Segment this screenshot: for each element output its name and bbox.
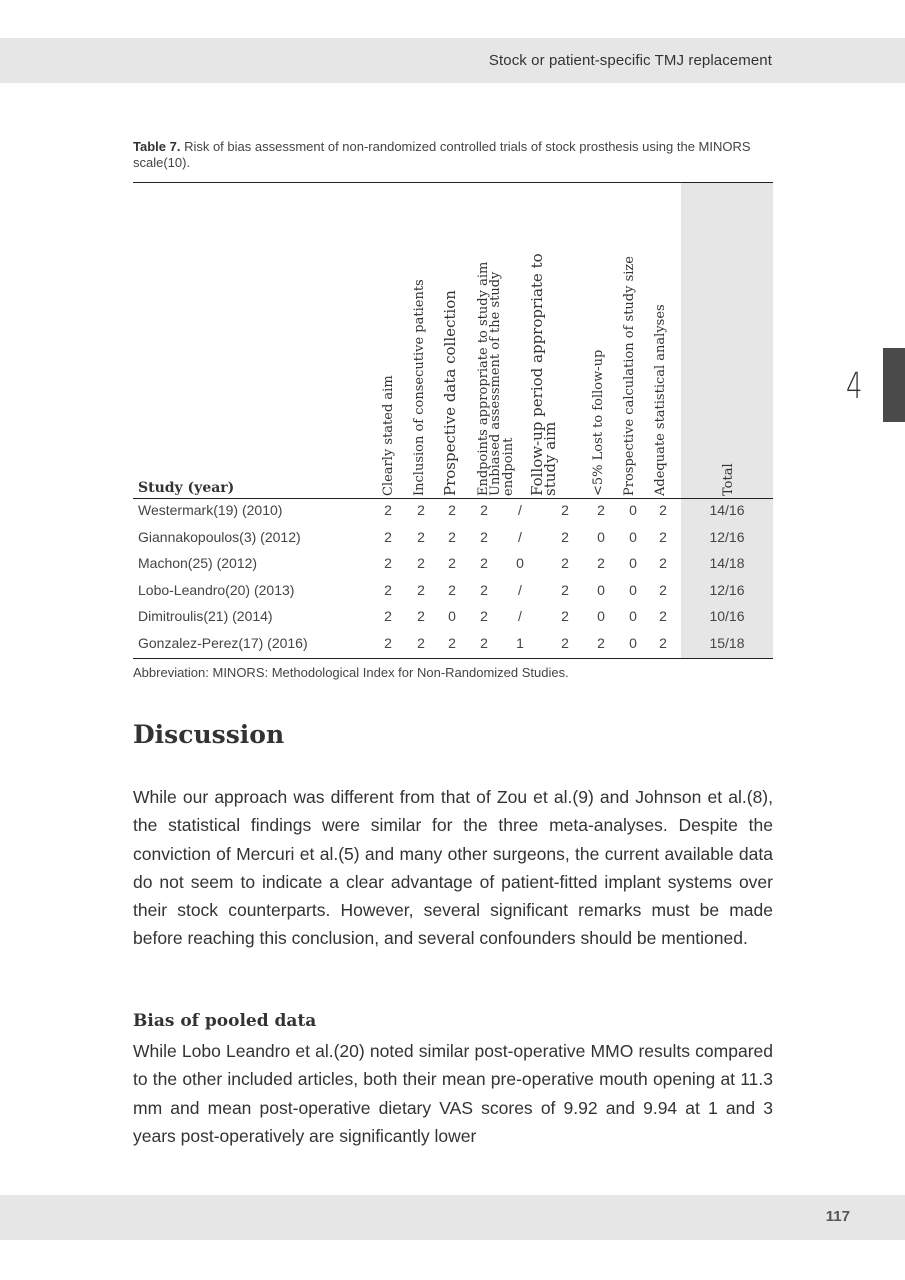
score-cell: 2 xyxy=(659,502,667,518)
score-cell: 2 xyxy=(597,502,605,518)
score-cell: 2 xyxy=(480,502,488,518)
score-cell: 1 xyxy=(516,635,524,651)
study-cell: Dimitroulis(21) (2014) xyxy=(138,608,273,624)
col-header-follow-up-period xyxy=(528,253,559,496)
column-header-label: Clearly stated aim xyxy=(381,375,396,496)
total-cell: 10/16 xyxy=(709,608,745,624)
chapter-number: 4 xyxy=(846,366,863,407)
score-cell: 2 xyxy=(597,555,605,571)
column-header-label: <5% Lost to follow-up xyxy=(591,349,606,496)
total-cell: 12/16 xyxy=(709,582,745,598)
study-year-header: Study (year) xyxy=(138,480,235,496)
column-header-label: Follow-up period appropriate to study aim xyxy=(528,253,559,496)
subsection-heading: Bias of pooled data xyxy=(133,1011,317,1031)
risk-of-bias-table xyxy=(133,182,773,659)
score-cell: / xyxy=(518,502,522,518)
score-cell: 2 xyxy=(384,582,392,598)
score-cell: 2 xyxy=(561,635,569,651)
score-cell: 2 xyxy=(480,608,488,624)
score-cell: / xyxy=(518,582,522,598)
score-cell: 2 xyxy=(561,529,569,545)
score-cell: 2 xyxy=(659,582,667,598)
col-header-adequate-statistics xyxy=(653,304,668,496)
col-header-total xyxy=(721,463,736,496)
score-cell: 2 xyxy=(448,555,456,571)
score-cell: 2 xyxy=(480,555,488,571)
score-cell: 2 xyxy=(448,529,456,545)
score-cell: 2 xyxy=(659,635,667,651)
score-cell: 2 xyxy=(659,555,667,571)
table-caption xyxy=(133,139,773,171)
table-abbreviation: Abbreviation: MINORS: Methodological Index for Non-Randomized Studies. xyxy=(133,665,569,680)
running-head: Stock or patient-specific TMJ replacement xyxy=(488,52,772,69)
section-heading: Discussion xyxy=(133,720,285,749)
column-header-label: Prospective data collection xyxy=(441,290,459,496)
score-cell: 2 xyxy=(597,635,605,651)
study-cell: Gonzalez-Perez(17) (2016) xyxy=(138,635,308,651)
score-cell: / xyxy=(518,529,522,545)
score-cell: 0 xyxy=(629,608,637,624)
score-cell: 2 xyxy=(659,608,667,624)
score-cell: 2 xyxy=(480,529,488,545)
table-top-rule xyxy=(133,182,773,183)
col-header-unbiased-assessment xyxy=(488,271,516,496)
column-header-label: Prospective calculation of study size xyxy=(622,256,637,496)
score-cell: 2 xyxy=(384,529,392,545)
study-cell: Machon(25) (2012) xyxy=(138,555,258,571)
table-row xyxy=(133,498,773,525)
total-cell: 14/16 xyxy=(709,502,745,518)
header-band xyxy=(0,38,905,83)
column-header-label: Endpoints appropriate to study aim xyxy=(476,261,491,496)
col-header-lost-to-follow-up xyxy=(591,349,606,496)
column-header-label: Adequate statistical analyses xyxy=(653,304,668,496)
chapter-tab xyxy=(883,348,905,422)
table-bottom-rule xyxy=(133,658,773,659)
score-cell: 2 xyxy=(384,555,392,571)
column-header-label: Inclusion of consecutive patients xyxy=(412,279,427,496)
score-cell: 0 xyxy=(597,608,605,624)
score-cell: 2 xyxy=(417,582,425,598)
total-cell: 14/18 xyxy=(709,555,745,571)
score-cell: 0 xyxy=(629,582,637,598)
score-cell: 2 xyxy=(384,635,392,651)
study-cell: Giannakopoulos(3) (2012) xyxy=(138,529,301,545)
score-cell: 2 xyxy=(417,555,425,571)
score-cell: 0 xyxy=(448,608,456,624)
table-caption-text: Risk of bias assessment of non-randomized controlled trials of stock prosthesis using the MINORS scale(10). xyxy=(133,139,751,170)
score-cell: 2 xyxy=(448,502,456,518)
score-cell: 2 xyxy=(480,582,488,598)
score-cell: / xyxy=(518,608,522,624)
column-header-label: Unbiased assessment of the study endpoint xyxy=(488,271,516,496)
study-cell: Lobo-Leandro(20) (2013) xyxy=(138,582,295,598)
score-cell: 0 xyxy=(597,582,605,598)
body-paragraph-2: While Lobo Leandro et al.(20) noted similar post-operative MMO results compared to the other included articles, both their mean pre-operative mouth opening at 11.3 mm and mean post-operative dietary VAS scores of 9.92 and 9.94 at 1 and 3 years post-operatively are significantly lower xyxy=(133,1041,773,1146)
table-row xyxy=(133,578,773,605)
col-header-consecutive-patients xyxy=(412,279,427,496)
total-cell: 12/16 xyxy=(709,529,745,545)
page-number: 117 xyxy=(825,1208,850,1225)
table-row xyxy=(133,525,773,552)
score-cell: 0 xyxy=(629,635,637,651)
score-cell: 0 xyxy=(516,555,524,571)
score-cell: 2 xyxy=(448,635,456,651)
score-cell: 0 xyxy=(629,555,637,571)
score-cell: 0 xyxy=(629,529,637,545)
table-row xyxy=(133,551,773,578)
col-header-prospective-data xyxy=(441,290,459,496)
column-header-label: Total xyxy=(721,463,736,496)
score-cell: 2 xyxy=(417,635,425,651)
table-row xyxy=(133,631,773,658)
col-header-clearly-stated-aim xyxy=(381,375,396,496)
score-cell: 2 xyxy=(561,502,569,518)
col-header-prospective-calculation xyxy=(622,256,637,496)
score-cell: 2 xyxy=(417,608,425,624)
body-paragraph-1: While our approach was different from that of Zou et al.(9) and Johnson et al.(8), the statistical findings were similar for the three meta-analyses. Despite the conviction of Mercuri et al.(5) and many other surgeons, the current available data do not seem to indicate a clear advantage of patient-fitted implant systems over their stock counterparts. However, several significant remarks must be made before reaching this conclusion, and several confounders should be mentioned. xyxy=(133,787,773,949)
score-cell: 2 xyxy=(384,608,392,624)
table-row xyxy=(133,604,773,631)
score-cell: 2 xyxy=(561,608,569,624)
score-cell: 2 xyxy=(659,529,667,545)
study-cell: Westermark(19) (2010) xyxy=(138,502,283,518)
score-cell: 2 xyxy=(384,502,392,518)
score-cell: 0 xyxy=(629,502,637,518)
score-cell: 2 xyxy=(417,529,425,545)
score-cell: 0 xyxy=(597,529,605,545)
score-cell: 2 xyxy=(561,555,569,571)
footer-band xyxy=(0,1195,905,1240)
score-cell: 2 xyxy=(448,582,456,598)
score-cell: 2 xyxy=(561,582,569,598)
score-cell: 2 xyxy=(417,502,425,518)
total-cell: 15/18 xyxy=(709,635,745,651)
table-label: Table 7. xyxy=(133,139,181,154)
score-cell: 2 xyxy=(480,635,488,651)
